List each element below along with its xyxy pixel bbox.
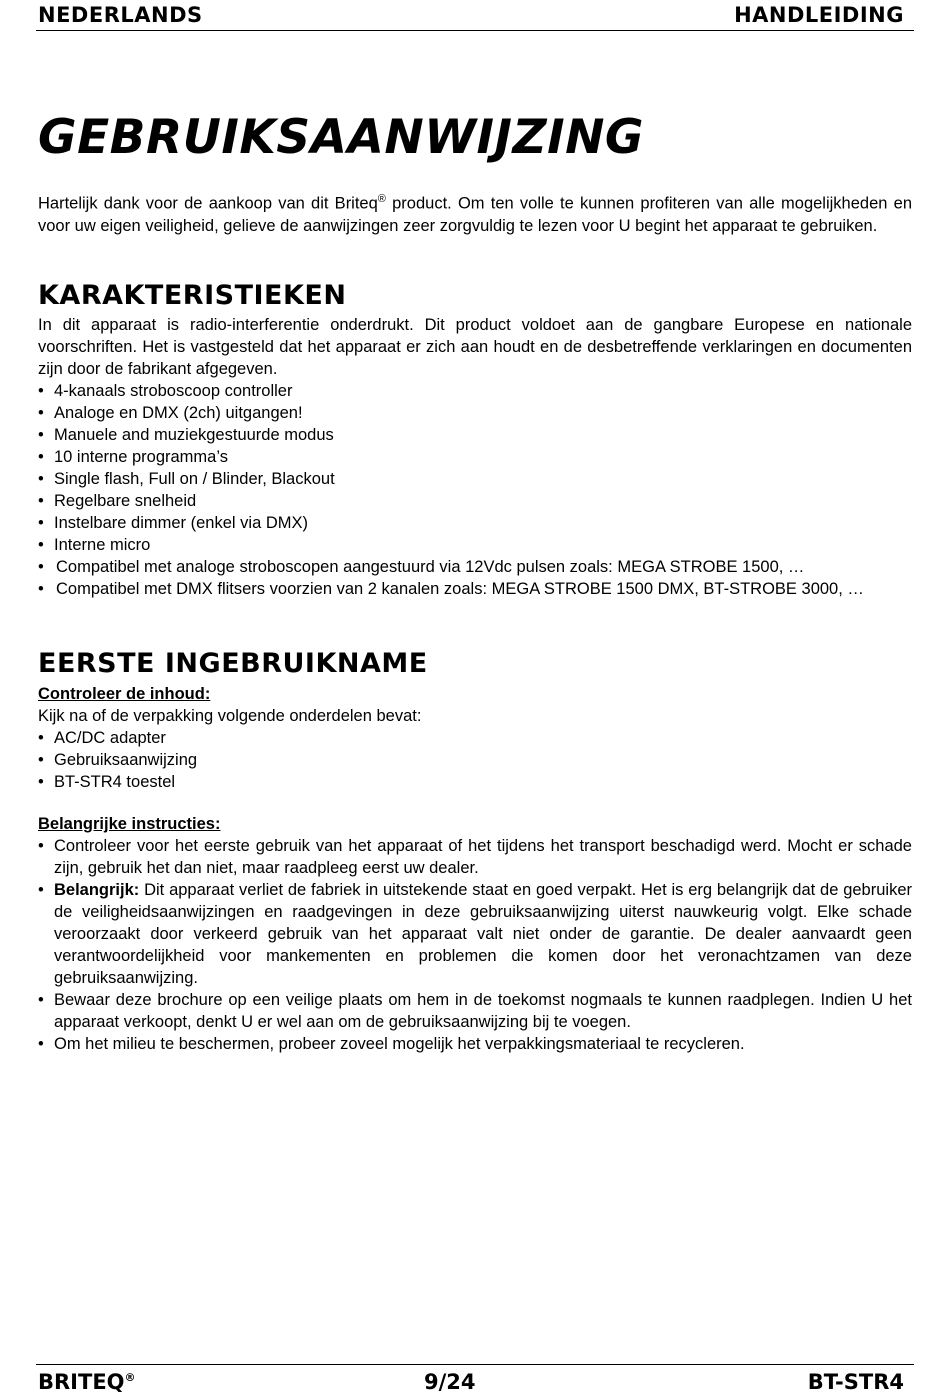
list-item: • Instelbare dimmer (enkel via DMX)	[38, 512, 912, 534]
list-item: • Gebruiksaanwijzing	[38, 749, 912, 771]
list-item	[38, 989, 912, 1033]
intro-text-after: product. Om ten volle te kunnen profiteren van alle mogelijkheden en voor uw eigen veiligheid, gelieve de aanwijzingen zeer zorgvuldig te lezen voor U begint het apparaat te gebruiken.	[38, 194, 913, 235]
intro-text-before: Hartelijk dank voor de aankoop van dit Briteq	[38, 194, 378, 213]
list-item: • AC/DC adapter	[38, 727, 912, 749]
list-item: • Single flash, Full on / Blinder, Blackout	[38, 468, 912, 490]
features-heading: KARAKTERISTIEKEN	[38, 280, 347, 311]
list-item: • Compatibel met analoge stroboscopen aangestuurd via 12Vdc pulsen zoals: MEGA STROBE 1500, …	[38, 556, 912, 578]
features-section	[38, 280, 912, 600]
brand-name: BRITEQ	[38, 1370, 125, 1394]
page-number: 9/24	[424, 1370, 476, 1394]
instructions-subheading: Belangrijke instructies:	[38, 815, 221, 833]
instruction-text: Dit apparaat verliet de fabriek in uitstekende staat en goed verpakt. Het is erg belangrijk dat de gebruiker de veiligheidsaanwijzingen en raadgevingen in deze gebruiksaanwijzing uiterst nauwkeurig volgt. Elke schade veroorzaakt door verkeerd gebruik van het apparaat valt niet onder de garantie. De dealer aanvaardt geen verantwoordelijkheid voor mankementen en problemen die komen door het veronachtzamen van deze gebruiksaanwijzing.	[54, 881, 912, 987]
instruction-bold-label: Belangrijk:	[54, 881, 140, 899]
list-item: • Regelbare snelheid	[38, 490, 912, 512]
intro-section	[38, 188, 912, 237]
registered-mark: ®	[377, 193, 386, 205]
list-item	[38, 879, 912, 989]
list-item: • Manuele and muziekgestuurde modus	[38, 424, 912, 446]
first-use-section	[38, 648, 912, 1055]
list-item: • BT-STR4 toestel	[38, 771, 912, 793]
features-intro: In dit apparaat is radio-interferentie onderdrukt. Dit product voldoet aan de gangbare Europese en nationale voorschriften. Het is vastgesteld dat het apparaat er zich aan houdt en de desbetreffende verklaringen en documenten zijn door de fabrikant afgegeven.	[38, 316, 912, 378]
list-item: • Interne micro	[38, 534, 912, 556]
list-item: • Compatibel met DMX flitsers voorzien van 2 kanalen zoals: MEGA STROBE 1500 DMX, BT-STROBE 3000, …	[38, 578, 912, 600]
header-language: NEDERLANDS	[38, 3, 203, 27]
instructions-list	[38, 835, 912, 1055]
instruction-text: Om het milieu te beschermen, probeer zoveel mogelijk het verpakkingsmateriaal te recycleren.	[54, 1035, 745, 1053]
list-item: • Analoge en DMX (2ch) uitgangen!	[38, 402, 912, 424]
first-use-heading: EERSTE INGEBRUIKNAME	[38, 648, 428, 679]
instruction-text: Bewaar deze brochure op een veilige plaats om hem in de toekomst nogmaals te kunnen raadplegen. Indien U het apparaat verkoopt, denkt U er wel aan om de gebruiksaanwijzing bij te voegen.	[54, 991, 912, 1031]
page-title: GEBRUIKSAANWIJZING	[38, 110, 645, 165]
list-item: • 10 interne programma’s	[38, 446, 912, 468]
contents-text: Kijk na of de verpakking volgende onderdelen bevat:	[38, 707, 422, 725]
registered-mark: ®	[124, 1371, 136, 1384]
footer-model: BT-STR4	[807, 1370, 904, 1394]
list-item: • 4-kanaals stroboscoop controller	[38, 380, 912, 402]
list-item	[38, 835, 912, 879]
page-header	[36, 2, 914, 31]
intro-paragraph	[38, 188, 912, 237]
footer-brand	[38, 1370, 136, 1394]
page-footer	[36, 1364, 914, 1395]
instruction-text: Controleer voor het eerste gebruik van het apparaat of het tijdens het transport beschadigd werd. Mocht er schade zijn, gebruik het dan niet, maar raadpleeg eerst uw dealer.	[54, 837, 912, 877]
features-list	[38, 380, 912, 600]
contents-list	[38, 727, 912, 793]
contents-subheading: Controleer de inhoud:	[38, 685, 211, 703]
list-item	[38, 1033, 912, 1055]
header-doc-type: HANDLEIDING	[734, 3, 904, 27]
